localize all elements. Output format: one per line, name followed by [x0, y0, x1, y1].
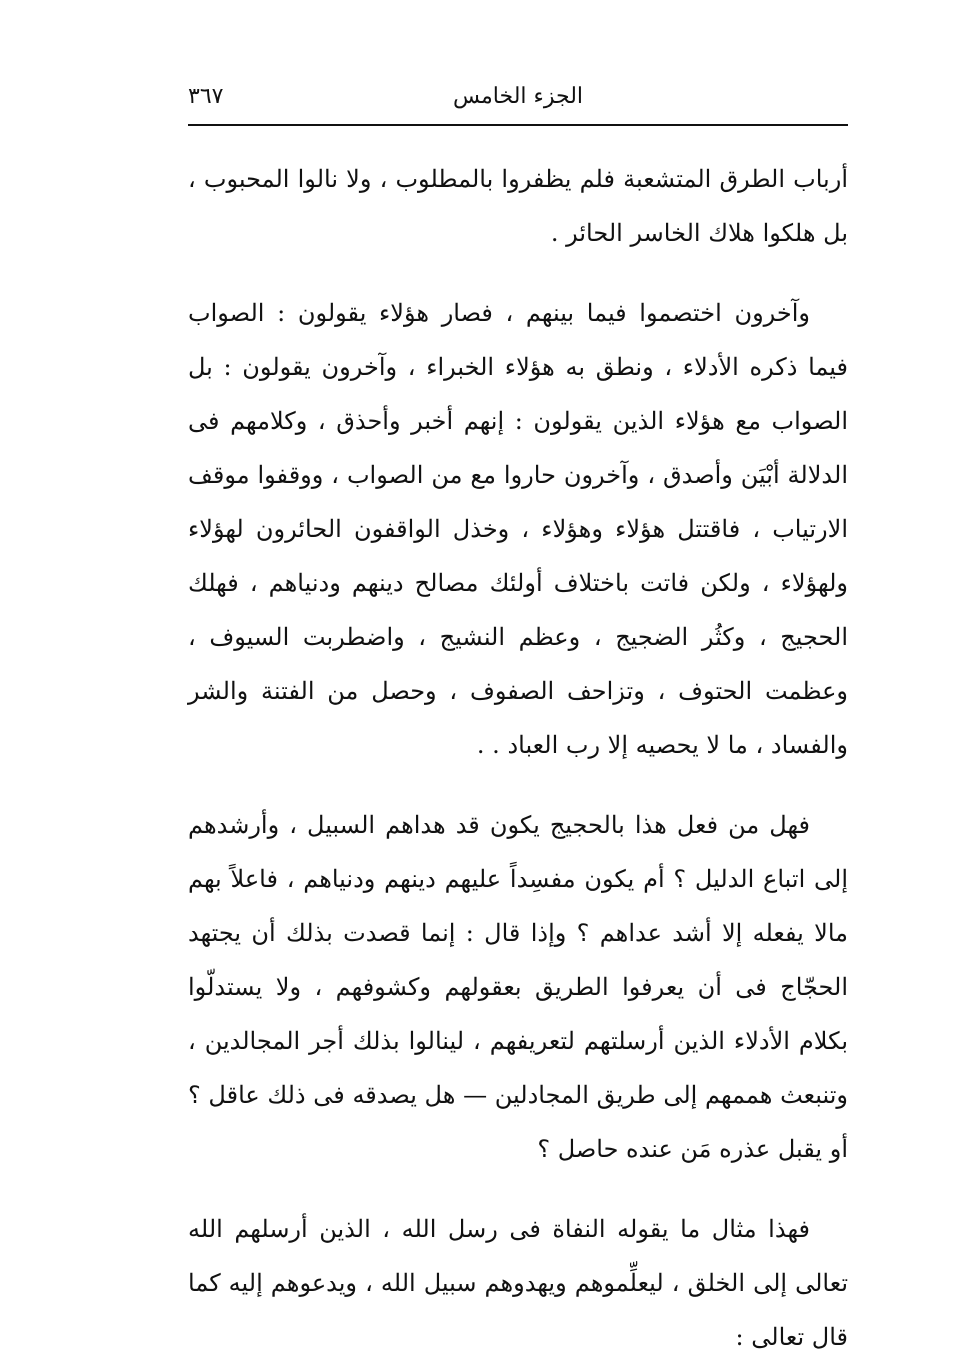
- running-title: الجزء الخامس: [452, 84, 584, 109]
- paragraph-gap: [188, 772, 848, 798]
- paragraph-gap: [188, 260, 848, 286]
- paragraph-1: أرباب الطرق المتشعبة فلم يظفروا بالمطلوب ، ولا نالوا المحبوب ، بل هلكوا هلاك الخاسر الحائر .: [188, 165, 848, 247]
- paragraph-2: وآخرون اختصموا فيما بينهم ، فصار هؤلاء يقولون : الصواب فيما ذكره الأدلاء ، ونطق به هؤلاء الخبراء ، وآخرون يقولون : بل الصواب مع هؤلاء الذين يقولون : إنهم أخبر وأحذق ، وكلامهم فى الدلالة أبْيَن وأصدق ، وآخرون حاروا مع من الصواب ، ووقفوا موقف الارتياب ، فاقتتل هؤلاء وهؤلاء ، وخذل الواقفون الحائرون لهؤلاء ولهؤلاء ، ولكن فاتت باختلاف أولئك مصالح دينهم ودنياهم ، فهلك الحجيج ، وكثُر الضجيج ، وعظم النشيج ، واضطربت السيوف ، وعظمت الحتوف ، وتزاحف الصفوف ، وحصل من الفتنة والشر والفساد ، ما لا يحصيه إلا رب العباد . .: [188, 299, 848, 759]
- page-header: [188, 78, 848, 126]
- paragraph-4: فهذا مثال ما يقوله النفاة فى رسل الله ، الذين أرسلهم الله تعالى إلى الخلق ، ليعلِّموهم ويهدوهم سبيل الله ، ويدعوهم إليه كما قال تعالى :: [188, 1215, 848, 1351]
- header-rule: [188, 124, 848, 126]
- paragraph-gap: [188, 1176, 848, 1202]
- page-number: ٣٦٧: [188, 84, 224, 109]
- body-text: [188, 152, 848, 1364]
- paragraph-3: فهل من فعل هذا بالحجيج يكون قد هداهم السبيل ، وأرشدهم إلى اتباع الدليل ؟ أم يكون مفسِداً عليهم دينهم ودنياهم ، فاعلاً بهم مالا يفعله إلا أشد عداهم ؟ وإذا قال : إنما قصدت بذلك أن يجتهد الحجّاج فى أن يعرفوا الطريق بعقولهم وكشوفهم ، ولا يستدلّوا بكلام الأدلاء الذين أرسلتهم لتعريفهم ، لينالوا بذلك أجر المجالدين ، وتنبعث هممهم إلى طريق المجادلين — هل يصدقه فى ذلك عاقل ؟ أو يقبل عذره مَن عنده حاصل ؟: [188, 811, 849, 1163]
